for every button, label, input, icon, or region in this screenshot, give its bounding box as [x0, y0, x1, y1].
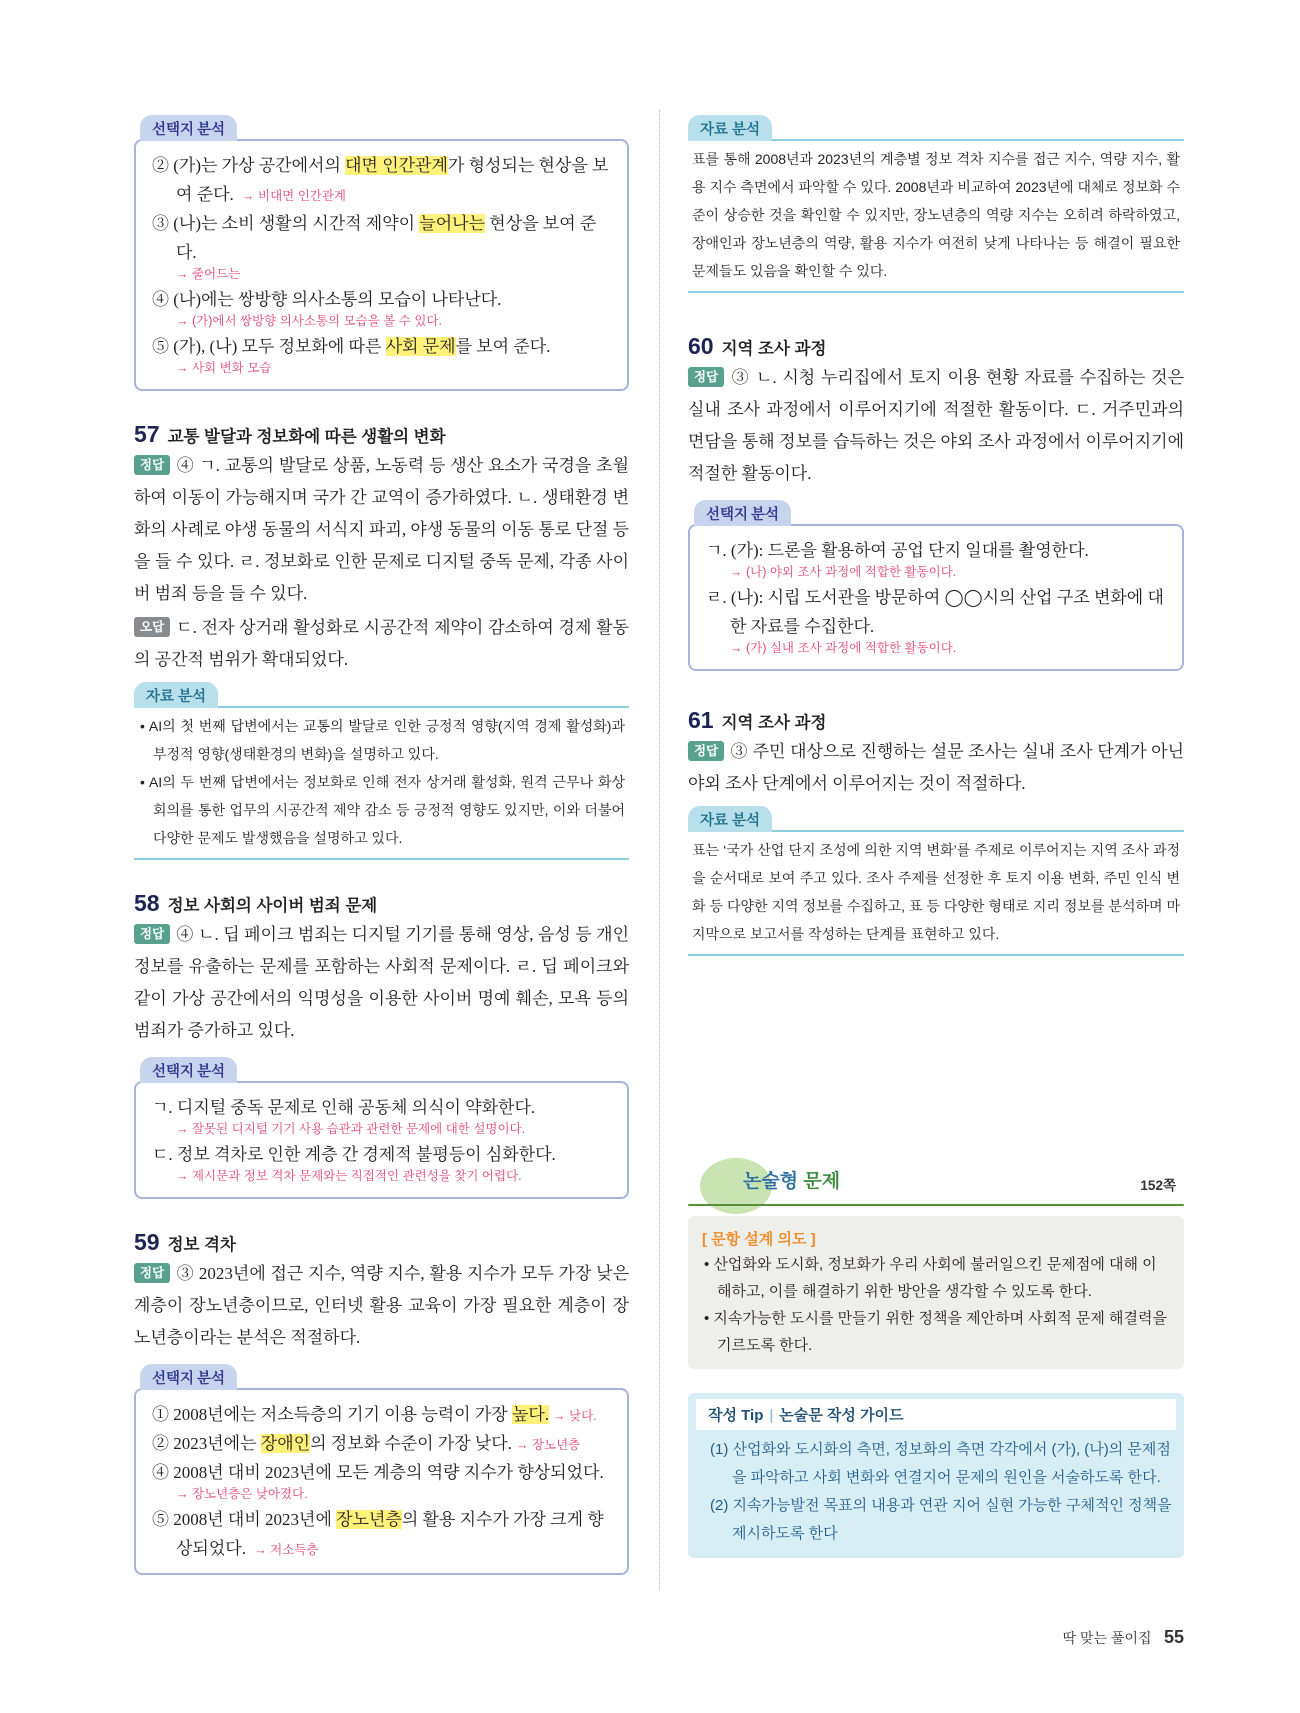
- choice-analysis-tab: 선택지 분석: [140, 1364, 237, 1390]
- essay-section-header: [688, 1156, 1184, 1206]
- design-intent-title: [ 문항 설계 의도 ]: [702, 1231, 816, 1248]
- choice-analysis-box: [688, 500, 1184, 671]
- right-column: [688, 115, 1184, 1558]
- answer-badge: 정답: [134, 455, 170, 475]
- choice-item: ② 2023년에는 장애인의 정보화 수준이 가장 낮다. → 장노년층: [152, 1434, 581, 1453]
- wrong-badge: 오답: [134, 617, 170, 637]
- column-divider: [659, 110, 660, 1590]
- question-59-heading: 59 정보 격차: [134, 1229, 236, 1255]
- question-58-answer: 정답 ④ ㄴ. 딥 페이크 범죄는 디지털 기기를 통해 영상, 음성 등 개인 정보를 유출하는 문제를 포함하는 사회적 문제이다. ㄹ. 딥 페이크와 같이 가상 공간에서의 익명성을 이용한 사이버 명예 훼손, 모욕 등의 범죄가 증가하고 있다.: [134, 925, 629, 1040]
- correction-note: → 장노년층은 낮아졌다.: [176, 1487, 308, 1501]
- choice-item: ② (가)는 가상 공간에서의 대면 인간관계가 형성되는 현상을 보여 준다. → 비대면 인간관계: [152, 156, 609, 204]
- correction-note: → (가)에서 쌍방향 의사소통의 모습을 볼 수 있다.: [176, 314, 442, 328]
- choice-analysis-tab: 선택지 분석: [140, 1057, 237, 1083]
- left-column: [134, 115, 629, 1575]
- page-footer: [1063, 1627, 1184, 1648]
- correction-note: → 사회 변화 모습: [176, 361, 272, 375]
- data-bullet: • AI의 두 번째 답변에서는 정보화로 인해 전자 상거래 활성화, 원격 근무나 화상 회의를 통한 업무의 시공간적 제약 감소 등 긍정적 영향도 있지만, 이와 더불어 다양한 문제도 발생했음을 설명하고 있다.: [140, 774, 625, 846]
- question-60-heading: 60 지역 조사 과정: [688, 333, 827, 359]
- choice-analysis-tab: 선택지 분석: [140, 115, 237, 141]
- choice-analysis-body: [688, 524, 1184, 671]
- data-analysis-tab: 자료 분석: [688, 115, 772, 141]
- question-57-heading: 57 교통 발달과 정보화에 따른 생활의 변화: [134, 421, 446, 447]
- question-60-answer: 정답 ③ ㄴ. 시청 누리집에서 토지 이용 현황 자료를 수집하는 것은 실내 조사 과정에서 이루어지기에 적절한 활동이다. ㄷ. 거주민과의 면담을 통해 정보를 습득하는 것은 야외 조사 과정에서 이루어지기에 적절한 활동이다.: [688, 368, 1184, 483]
- writing-tip-header: 작성 Tip | 논술문 작성 가이드: [696, 1399, 1176, 1430]
- question-59-answer: 정답 ③ 2023년에 접근 지수, 역량 지수, 활용 지수가 모두 가장 낮은 계층이 장노년층이므로, 인터넷 활용 교육이 가장 필요한 계층이 장노년층이라는 분석은 적절하다.: [134, 1264, 629, 1347]
- choice-analysis-tab: 선택지 분석: [694, 500, 791, 526]
- choice-analysis-body: [134, 1081, 629, 1199]
- writing-tip-item: (2) 지속가능발전 목표의 내용과 연관 지어 실현 가능한 구체적인 정책을 제시하도록 한다: [710, 1497, 1172, 1542]
- choice-analysis-box: [134, 1057, 629, 1199]
- essay-title: 논술형 문제: [743, 1171, 841, 1192]
- data-analysis-block: [688, 115, 1184, 293]
- choice-item: ㄹ. (나): 시립 도서관을 방문하여 ◯◯시의 산업 구조 변화에 대한 자료를 수집한다.: [706, 588, 1164, 636]
- question-58-heading: 58 정보 사회의 사이버 범죄 문제: [134, 890, 378, 916]
- correction-note: → 잘못된 디지털 기기 사용 습관과 관련한 문제에 대한 설명이다.: [176, 1122, 526, 1136]
- correction-note: → 줄어드는: [176, 267, 241, 281]
- data-analysis-tab: 자료 분석: [688, 806, 772, 832]
- choice-item: ㄱ. (가): 드론을 활용하여 공업 단지 일대를 촬영한다.: [706, 541, 1089, 560]
- question-61-heading: 61 지역 조사 과정: [688, 707, 827, 733]
- data-analysis-tab: 자료 분석: [134, 682, 218, 708]
- data-analysis-text: 표를 통해 2008년과 2023년의 계층별 정보 격차 지수를 접근 지수, 역량 지수, 활용 지수 측면에서 파악할 수 있다. 2008년과 비교하여 2023년에 대체로 정보화 수준이 상승한 것을 확인할 수 있지만, 장노년층의 역량 지수는 오히려 하락하였고, 장애인과 장노년층의 역량, 활용 지수가 여전히 낮게 나타나는 등 해결이 필요한 문제들도 있음을 확인할 수 있다.: [692, 151, 1180, 279]
- footer-book-title: 딱 맞는 풀이집: [1062, 1630, 1152, 1646]
- choice-item: ③ (나)는 소비 생활의 시간적 제약이 늘어나는 현상을 보여 준다.: [152, 214, 597, 262]
- design-intent-item: • 산업화와 도시화, 정보화가 우리 사회에 불러일으킨 문제점에 대해 이해하고, 이를 해결하기 위한 방안을 생각할 수 있도록 한다.: [704, 1256, 1157, 1300]
- choice-item: ㄱ. 디지털 중독 문제로 인해 공동체 의식이 약화한다.: [152, 1098, 536, 1117]
- writing-tip-box: [688, 1393, 1184, 1558]
- choice-item: ① 2008년에는 저소득층의 기기 이용 능력이 가장 높다. → 낮다.: [152, 1405, 597, 1424]
- data-analysis-block: [134, 682, 629, 860]
- choice-analysis-box: [134, 1364, 629, 1575]
- correction-note: → (나) 야외 조사 과정에 적합한 활동이다.: [730, 565, 957, 579]
- answer-badge: 정답: [688, 367, 724, 387]
- page-number: 55: [1163, 1627, 1184, 1647]
- choice-analysis-body: [134, 1388, 629, 1575]
- correction-note: → (가) 실내 조사 과정에 적합한 활동이다.: [730, 641, 957, 655]
- choice-item: ④ 2008년 대비 2023년에 모든 계층의 역량 지수가 향상되었다.: [152, 1463, 604, 1482]
- data-bullet: • AI의 첫 번째 답변에서는 교통의 발달로 인한 긍정적 영향(지역 경제 활성화)과 부정적 영향(생태환경의 변화)을 설명하고 있다.: [140, 718, 625, 762]
- choice-item: ④ (나)에는 쌍방향 의사소통의 모습이 나타난다.: [152, 290, 502, 309]
- answer-badge: 정답: [134, 924, 170, 944]
- answer-badge: 정답: [134, 1263, 170, 1283]
- choice-analysis-box: [134, 115, 629, 391]
- question-57-wrong: 오답 ㄷ. 전자 상거래 활성화로 시공간적 제약이 감소하여 경제 활동의 공간적 범위가 확대되었다.: [134, 618, 629, 669]
- design-intent-item: • 지속가능한 도시를 만들기 위한 정책을 제안하며 사회적 문제 해결력을 기르도록 한다.: [704, 1310, 1167, 1354]
- question-61-answer: 정답 ③ 주민 대상으로 진행하는 설문 조사는 실내 조사 단계가 아닌 야외 조사 단계에서 이루어지는 것이 적절하다.: [688, 742, 1184, 793]
- choice-item: ⑤ (가), (나) 모두 정보화에 따른 사회 문제를 보여 준다.: [152, 337, 551, 356]
- choice-item: ⑤ 2008년 대비 2023년에 장노년층의 활용 지수가 가장 크게 향상되었다. → 저소득층: [152, 1510, 604, 1558]
- design-intent-box: [688, 1216, 1184, 1369]
- data-analysis-text: 표는 ‘국가 산업 단지 조성에 의한 지역 변화’를 주제로 이루어지는 지역 조사 과정을 순서대로 보여 주고 있다. 조사 주제를 선정한 후 토지 이용 변화, 주민 인식 변화 등 다양한 지역 정보를 수집하고, 표 등 다양한 형태로 지리 정보를 분석하며 마지막으로 보고서를 작성하는 단계를 표현하고 있다.: [692, 842, 1180, 942]
- data-analysis-block: [688, 806, 1184, 956]
- correction-note: → 제시문과 정보 격차 문제와는 직접적인 관련성을 찾기 어렵다.: [176, 1169, 522, 1183]
- question-57-answer: 정답 ④ ㄱ. 교통의 발달로 상품, 노동력 등 생산 요소가 국경을 초월하여 이동이 가능해지며 국가 간 교역이 증가하였다. ㄴ. 생태환경 변화의 사례로 야생 동물의 서식지 파괴, 야생 동물의 이동 통로 단절 등을 들 수 있다. ㄹ. 정보화로 인한 문제로 디지털 중독 문제, 각종 사이버 범죄 등을 들 수 있다.: [134, 456, 629, 603]
- choice-item: ㄷ. 정보 격차로 인한 계층 간 경제적 불평등이 심화한다.: [152, 1145, 556, 1164]
- essay-page-ref: 152쪽: [1140, 1178, 1176, 1193]
- writing-tip-item: (1) 산업화와 도시화의 측면, 정보화의 측면 각각에서 (가), (나)의 문제점을 파악하고 사회 변화와 연결지어 문제의 원인을 서술하도록 한다.: [710, 1441, 1171, 1486]
- choice-analysis-body: [134, 139, 629, 391]
- answer-badge: 정답: [688, 741, 724, 761]
